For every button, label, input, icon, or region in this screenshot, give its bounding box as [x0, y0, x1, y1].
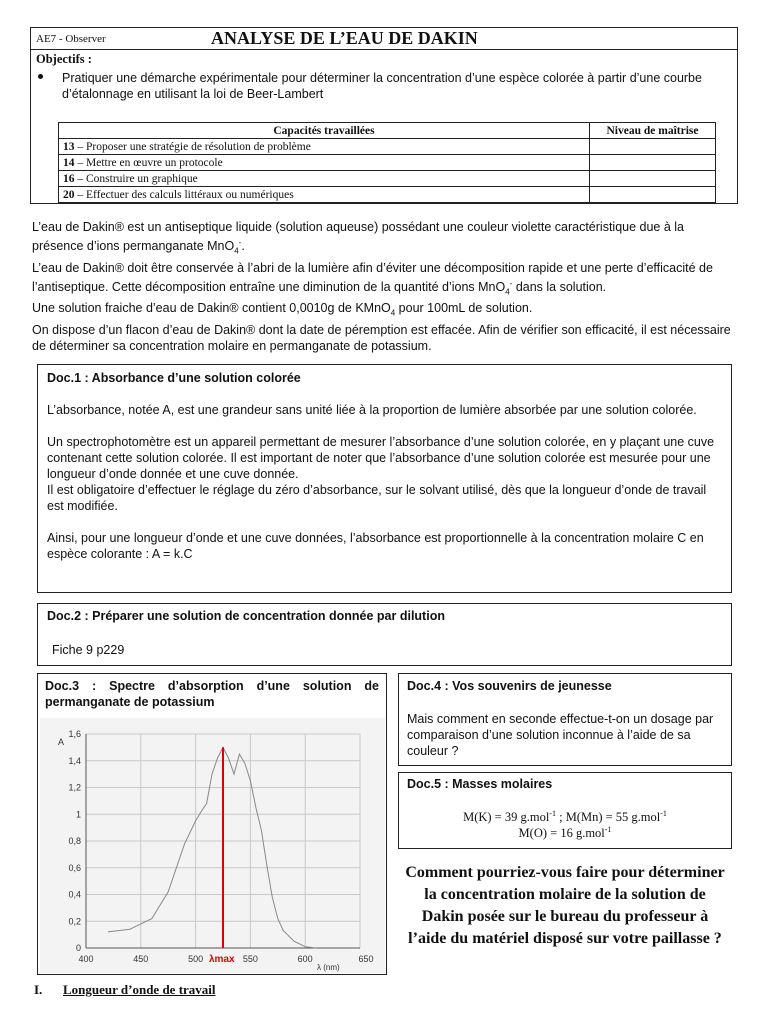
section-title: Longueur d’onde de travail — [63, 982, 216, 997]
objectif-text: Pratiquer une démarche expérimentale pour déterminer la concentration d’une espèce colorée à partir d’une courbe d’étalonnage en utilisant la loi de Beer-Lambert — [62, 71, 702, 101]
x-tick-label: 550 — [242, 954, 258, 964]
doc1-title: Doc.1 : Absorbance d’une solution colorée — [47, 371, 301, 385]
table-row: 20 – Effectuer des calculs littéraux ou numériques — [59, 187, 716, 203]
x-tick-label: 400 — [78, 954, 94, 964]
doc5-title: Doc.5 : Masses molaires — [407, 777, 553, 791]
header-code: AE7 - Observer — [36, 33, 106, 45]
doc1-p3: Il est obligatoire d’effectuer le réglage du zéro d’absorbance, sur le solvant utilisé, dès que la longueur d’onde de travail est modifiée. — [47, 483, 707, 513]
page-title: ANALYSE DE L’EAU DE DAKIN — [211, 28, 478, 48]
capacites-table — [58, 122, 716, 203]
intro-p2: Une solution fraiche d’eau de Dakin® contient 0,0010g de KMnO$_4$ pour 100mL de solution. — [32, 301, 533, 318]
doc5-line1: M(K) = 39 g.mol$^{-1}$ ; M(Mn) = 55 g.mol$^{-1}$ — [463, 809, 667, 825]
intro-p1: L’eau de Dakin® est un antiseptique liquide (solution aqueuse) possédant une couleur violette caractéristique due à la présence d’ions permanganate MnO$_4$-. — [32, 220, 685, 256]
bullet-dot — [38, 74, 43, 79]
y-tick-label: 0 — [75, 943, 81, 953]
y-tick-label: 0,4 — [68, 889, 81, 900]
table-row: 16 – Construire un graphique — [59, 171, 716, 187]
intro-p1b: L’eau de Dakin® doit être conservée à l’abri de la lumière afin d’éviter une décomposition rapide et une perte d’efficacité de l’antiseptique. Cette décomposition entraîne une diminution de la quantité d’ions MnO$_4$- dans la solution. — [32, 260, 713, 297]
y-tick-label: 1,4 — [68, 755, 81, 766]
section-number: I. — [34, 982, 43, 997]
doc3-title: Doc.3 : Spectre d’absorption d’une solution de permanganate de potassium — [45, 679, 379, 709]
doc1-p2: Un spectrophotomètre est un appareil permettant de mesurer l’absorbance d’une solution colorée, en y plaçant une cuve contenant cette solution colorée. Il est important de noter que l’absorbance d’une solution colorée est mesurée pour une longueur d’onde donnée et une cuve donnée. — [47, 435, 715, 481]
doc4-title: Doc.4 : Vos souvenirs de jeunesse — [407, 679, 612, 693]
capacites-header: Capacités travaillées — [59, 123, 590, 139]
x-tick-label: 450 — [133, 954, 149, 964]
niveau-header: Niveau de maîtrise — [590, 123, 716, 139]
header-divider — [30, 49, 738, 50]
x-tick-label: 600 — [297, 954, 313, 964]
x-tick-label: 500 — [188, 954, 204, 964]
doc5-line2: M(O) = 16 g.mol$^{-1}$ — [518, 825, 612, 841]
doc2-title: Doc.2 : Préparer une solution de concentration donnée par dilution — [47, 609, 445, 623]
y-tick-label: 1,2 — [68, 782, 81, 793]
y-tick-label: 0,6 — [68, 862, 81, 873]
y-tick-label: 1 — [75, 809, 81, 820]
lambda-max-label: λmax — [209, 954, 235, 965]
objectifs-label: Objectifs : — [36, 52, 92, 66]
table-row: 14 – Mettre en œuvre un protocole — [59, 155, 716, 171]
y-tick-label: 1,6 — [68, 729, 81, 739]
chart-x-label: λ (nm) — [317, 963, 340, 972]
doc4-text: Mais comment en seconde effectue-t-on un dosage par comparaison d’une solution inconnue à l’aide de sa couleur ? — [407, 712, 714, 758]
x-tick-label: 650 — [358, 954, 374, 964]
absorption-spectrum-chart — [40, 718, 385, 973]
table-row: 13 – Proposer une stratégie de résolution de problème — [59, 139, 716, 155]
intro-text — [32, 219, 734, 354]
y-tick-label: 0,2 — [68, 916, 81, 927]
doc1-p1: L’absorbance, notée A, est une grandeur sans unité liée à la proportion de lumière absorbée par une solution colorée. — [47, 403, 697, 417]
chart-background — [40, 718, 385, 973]
chart-y-ticks — [68, 729, 81, 953]
chart-y-label: A — [58, 737, 65, 747]
intro-p3: On dispose d’un flacon d’eau de Dakin® dont la date de péremption est effacée. Afin de vérifier son efficacité, il est nécessaire de déterminer sa concentration molaire en permanganate de potassium. — [32, 322, 731, 353]
y-tick-label: 0,8 — [68, 836, 81, 846]
doc2-ref: Fiche 9 p229 — [52, 643, 125, 657]
main-question: Comment pourriez-vous faire pour déterminer la concentration molaire de la solution de Dakin posée sur le bureau du professeur à l’aide du matériel disposé sur votre paillasse ? — [405, 864, 725, 947]
doc1-p4: Ainsi, pour une longueur d’onde et une cuve données, l’absorbance est proportionnelle à la concentration molaire C en espèce colorante : A = k.C — [47, 531, 704, 561]
doc1-body — [47, 402, 720, 562]
